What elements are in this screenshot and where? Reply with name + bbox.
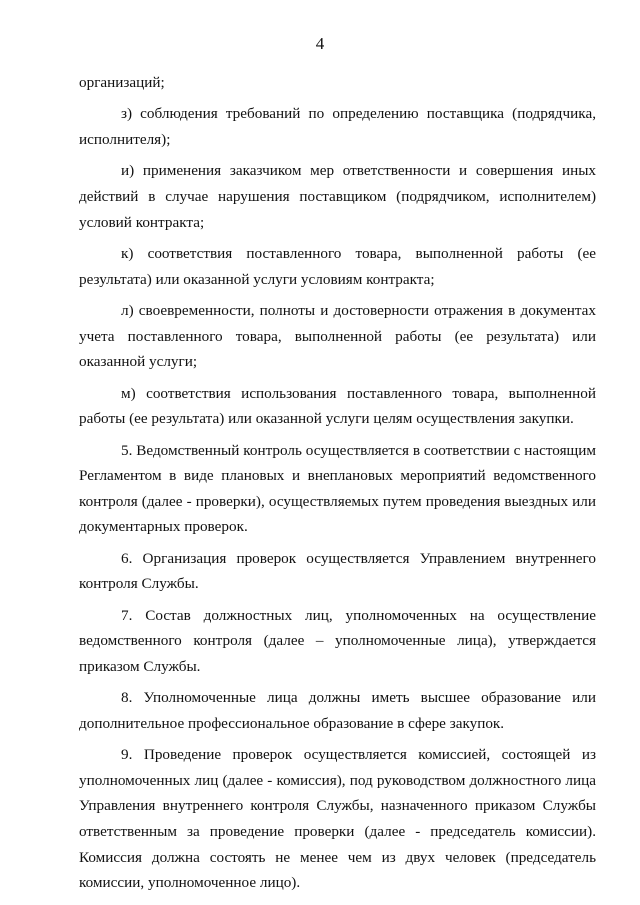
page-number: 4: [315, 34, 325, 53]
paragraph-item-l: л) своевременности, полноты и достоверности отражения в документах учета поставленного товара, выполненной работы (ее результата) или оказанной услуги;: [79, 301, 596, 371]
paragraph-8: 8. Уполномоченные лица должны иметь высшее образование или дополнительное профессиональное образование в сфере закупок.: [79, 689, 596, 732]
paragraph-continuation: организаций;: [79, 74, 165, 91]
paragraph-6: 6. Организация проверок осуществляется Управлением внутреннего контроля Службы.: [79, 549, 596, 593]
document-body: [79, 70, 596, 902]
paragraph-7: 7. Состав должностных лиц, уполномоченных на осуществление ведомственного контроля (далее – уполномоченные лица), утверждается приказом Службы.: [79, 606, 596, 675]
paragraph-9: 9. Проведение проверок осуществляется комиссией, состоящей из уполномоченных лиц (далее - комиссия), под руководством должностного лица Управления внутреннего контроля Службы, назначенного приказом Службы ответственным за проведение проверки (далее - председатель комиссии). Комиссия должна состоять не менее чем из двух человек (председатель комиссии, уполномоченное лицо).: [79, 746, 596, 892]
paragraph-item-k: к) соответствия поставленного товара, выполненной работы (ее результата) или оказанной услуги условиям контракта;: [79, 244, 596, 288]
paragraph-item-m: м) соответствия использования поставленного товара, выполненной работы (ее результата) или оказанной услуги целям осуществления закупки.: [79, 384, 596, 428]
paragraph-5: 5. Ведомственный контроль осуществляется в соответствии с настоящим Регламентом в виде плановых и внеплановых мероприятий ведомственного контроля (далее - проверки), осуществляемых путем проведения выездных или документарных проверок.: [79, 441, 596, 536]
paragraph-item-z: з) соблюдения требований по определению поставщика (подрядчика, исполнителя);: [79, 105, 596, 148]
paragraph-item-i: и) применения заказчиком мер ответственности и совершения иных действий в случае нарушения поставщиком (подрядчиком, исполнителем) условий контракта;: [79, 162, 596, 231]
